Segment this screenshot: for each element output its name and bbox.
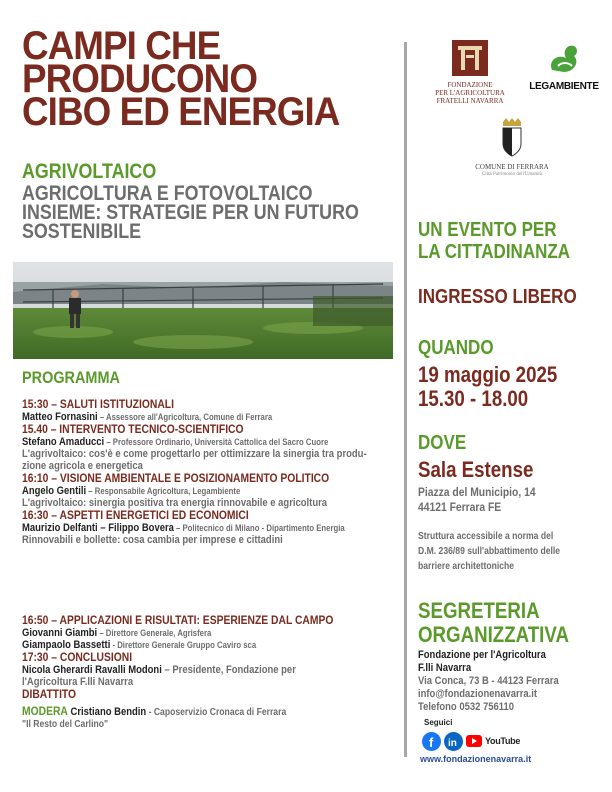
accessibility-note: Struttura accessibile a norma del [418,531,554,542]
contact-email[interactable]: info@fondazionenavarra.it [418,688,538,700]
speaker-name: Cristiano Bendin [67,706,147,718]
youtube-label: YouTube [485,736,521,746]
slot-time: 15.40 – INTERVENTO TECNICO-SCIENTIFICO [22,422,244,436]
speaker-name: Matteo Fornasini [22,411,98,423]
talk-description: Rinnovabili e bollette: cosa cambia per imprese e cittadini [22,534,283,546]
seguici-label: Seguici [424,718,453,727]
svg-text:f: f [429,734,434,750]
title-line: PRODUCONO [22,57,258,101]
venue-address: 44121 Ferrara FE [418,500,502,514]
ferrara-crest-icon [497,118,527,158]
agrivoltaic-field-image [13,262,393,359]
slot-speaker-row [22,522,345,534]
speaker-role: – Direttore Generale, Agrisfera [97,628,212,638]
slot-time: 16:30 – ASPETTI ENERGETICI ED ECONOMICI [22,508,249,522]
subtitle-2 [22,184,396,241]
logo-fondazione-line: PER L'AGRICOLTURA [435,89,505,97]
linkedin-icon[interactable] [444,732,463,751]
modera-label: MODERA [22,704,68,718]
legambiente-swan-icon [544,40,584,76]
speaker-role: – Presidente, Fondazione per [161,664,296,676]
accessibility-note: barriere architettoniche [418,561,515,572]
slot-speaker-row [22,627,345,639]
subtitle: AGRIVOLTAICO [22,160,157,183]
speaker-role: – Politecnico di Milano - Dipartimento Energia [173,523,345,533]
subtitle-2-line: AGRICOLTURA E FOTOVOLTAICO [22,182,313,205]
field-photo [13,262,393,359]
logo-legambiente [526,40,602,100]
programma-heading: PROGRAMMA [22,368,120,387]
speaker-name: Giovanni Giambi [22,627,98,639]
speaker-role: - Direttore Generale Gruppo Caviro sca [110,640,257,650]
org-name: Fondazione per l'Agricoltura [418,649,546,661]
website-link[interactable]: www.fondazionenavarra.it [420,754,532,764]
vertical-divider [404,42,407,757]
logo-comune-sub: Città Patrimonio dell'Umanità [481,172,543,177]
speaker-role: l'Agricoltura F.lli Navarra [22,676,134,688]
subtitle-2-line: INSIEME: STRATEGIE PER UN FUTURO [22,201,359,224]
logo-comune [462,118,562,186]
title-line: CAMPI CHE [22,24,221,68]
slot-time: 17:30 – CONCLUSIONI [22,650,133,664]
slot-time: 16:10 – VISIONE AMBIENTALE E POSIZIONAMENTO POLITICO [22,471,330,485]
speaker-name: Maurizio Delfanti – Filippo Bovera [22,522,174,534]
program-list [22,398,397,546]
facebook-icon[interactable] [422,732,441,751]
venue-address: Piazza del Municipio, 14 [418,485,536,499]
event-date: 19 maggio 2025 [418,362,558,387]
speaker-role: – Assessore all'Agricoltura, Comune di Ferrara [97,412,273,422]
talk-description: zione agricola e energetica [22,460,143,472]
org-name: F.lli Navarra [418,662,472,674]
logo-fondazione-line: FRATELLI NAVARRA [436,97,504,105]
speaker-role: - Caposervizio Cronaca di Ferrara [146,707,287,718]
dove-label: DOVE [418,432,467,454]
moderator-row [22,705,345,719]
logo-comune-text: COMUNE DI FERRARA [475,163,549,171]
title-line: CIBO ED ENERGIA [22,90,340,134]
social-links [422,731,520,751]
slot-speaker-row [22,664,345,676]
quando-label: QUANDO [418,337,494,359]
speaker-role: "Il Resto del Carlino" [22,719,109,730]
slot-speaker-row [22,485,345,497]
contact-address: Via Conca, 73 B - 44123 Ferrara [418,675,559,687]
svg-text:in: in [448,737,457,749]
slot-speaker-row [22,436,345,448]
ingresso-libero: INGRESSO LIBERO [418,286,577,308]
dibattito-heading: DIBATTITO [22,687,77,701]
evento-line: LA CITTADINANZA [418,241,571,263]
segreteria-line: ORGANIZZATIVA [418,622,569,647]
venue-name: Sala Estense [418,457,534,482]
evento-line: UN EVENTO PER [418,219,557,241]
slot-time: 16:50 – APPLICAZIONI E RISULTATI: ESPERIENZE DAL CAMPO [22,613,334,627]
contact-phone: Telefono 0532 756110 [418,701,515,713]
segreteria-line: SEGRETERIA [418,598,540,623]
logo-legambiente-text: LEGAMBIENTE [529,81,599,92]
logo-fondazione-line: FONDAZIONE [447,81,493,89]
talk-description: L'agrivoltaico: cos'è e come progettarlo per ottimizzare la sinergia tra produ- [22,448,367,460]
subtitle-2-line: SOSTENIBILE [22,220,142,243]
speaker-role: – Responsabile Agricoltura, Legambiente [86,486,241,496]
event-time: 15.30 - 18.00 [418,386,529,411]
speaker-name: Nicola Gherardi Ravalli Modoni [22,664,162,676]
youtube-icon[interactable] [466,735,482,747]
program-list-2 [22,614,397,731]
main-title [22,24,372,134]
speaker-name: Giampaolo Bassetti [22,639,111,651]
slot-time: 15:30 – SALUTI ISTITUZIONALI [22,397,174,411]
logo-fondazione [420,40,520,110]
fondazione-emblem-icon [452,40,488,76]
accessibility-note: D.M. 236/89 sull'abbattimento delle [418,546,561,557]
speaker-name: Angelo Gentili [22,485,87,497]
talk-description: L'agrivoltaico: sinergia positiva tra energia rinnovabile e agricoltura [22,497,328,509]
speaker-name: Stefano Amaducci [22,436,105,448]
speaker-role: – Professore Ordinario, Università Cattolica del Sacro Cuore [104,437,329,447]
